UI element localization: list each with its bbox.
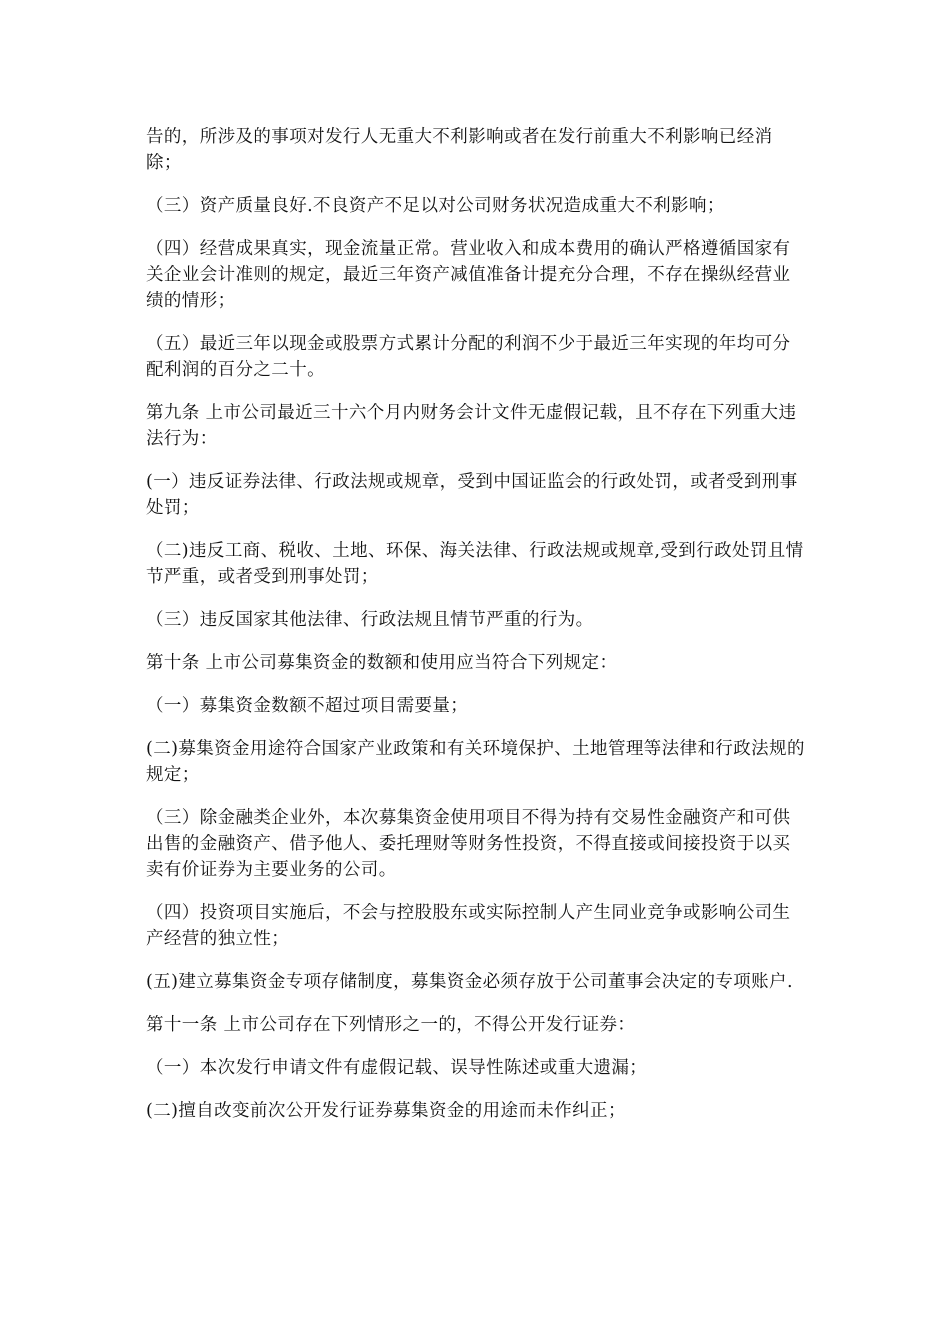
paragraph-article-11-item-2: (二)擅自改变前次公开发行证券募集资金的用途而未作纠正； <box>146 1101 626 1121</box>
paragraph-item-4-operating-results: （四）经营成果真实，现金流量正常。营业收入和成本费用的确认严格遵循国家有关企业会计准则的规定，最近三年资产减值准备计提充分合理，不存在操纵经营业绩的情形； <box>146 239 791 311</box>
paragraph-item-3-asset-quality: （三）资产质量良好.不良资产不足以对公司财务状况造成重大不利影响； <box>146 196 725 216</box>
article-9-heading: 第九条 上市公司最近三十六个月内财务会计文件无虚假记载，且不存在下列重大违法行为： <box>146 403 797 449</box>
paragraph-article-9-item-3: （三）违反国家其他法律、行政法规且情节严重的行为。 <box>146 610 594 630</box>
paragraph-article-10-item-3: （三）除金融类企业外，本次募集资金使用项目不得为持有交易性金融资产和可供出售的金融资产、借予他人、委托理财等财务性投资，不得直接或间接投资于以买卖有价证券为主要业务的公司。 <box>146 808 791 880</box>
paragraph-article-10-item-5: (五)建立募集资金专项存储制度，募集资金必须存放于公司董事会决定的专项账户. <box>146 972 793 992</box>
document-body <box>146 124 808 1141</box>
article-10-heading: 第十条 上市公司募集资金的数额和使用应当符合下列规定： <box>146 653 618 673</box>
paragraph-article-10-item-4: （四）投资项目实施后，不会与控股股东或实际控制人产生同业竞争或影响公司生产经营的独立性； <box>146 903 791 949</box>
paragraph-item-5-profit-distribution: （五）最近三年以现金或股票方式累计分配的利润不少于最近三年实现的年均可分配利润的百分之二十。 <box>146 334 791 380</box>
paragraph-article-10-item-2: (二)募集资金用途符合国家产业政策和有关环境保护、土地管理等法律和行政法规的规定； <box>146 739 805 785</box>
paragraph-continuation: 告的，所涉及的事项对发行人无重大不利影响或者在发行前重大不利影响已经消除； <box>146 127 773 173</box>
article-11-heading: 第十一条 上市公司存在下列情形之一的，不得公开发行证券： <box>146 1015 636 1035</box>
paragraph-article-9-item-1: (一）违反证券法律、行政法规或规章，受到中国证监会的行政处罚，或者受到刑事处罚； <box>146 472 798 518</box>
paragraph-article-10-item-1: （一）募集资金数额不超过项目需要量； <box>146 696 469 716</box>
paragraph-article-9-item-2: （二)违反工商、税收、土地、环保、海关法律、行政法规或规章,受到行政处罚且情节严重，或者受到刑事处罚； <box>146 541 804 587</box>
paragraph-article-11-item-1: （一）本次发行申请文件有虚假记载、误导性陈述或重大遗漏； <box>146 1058 648 1078</box>
